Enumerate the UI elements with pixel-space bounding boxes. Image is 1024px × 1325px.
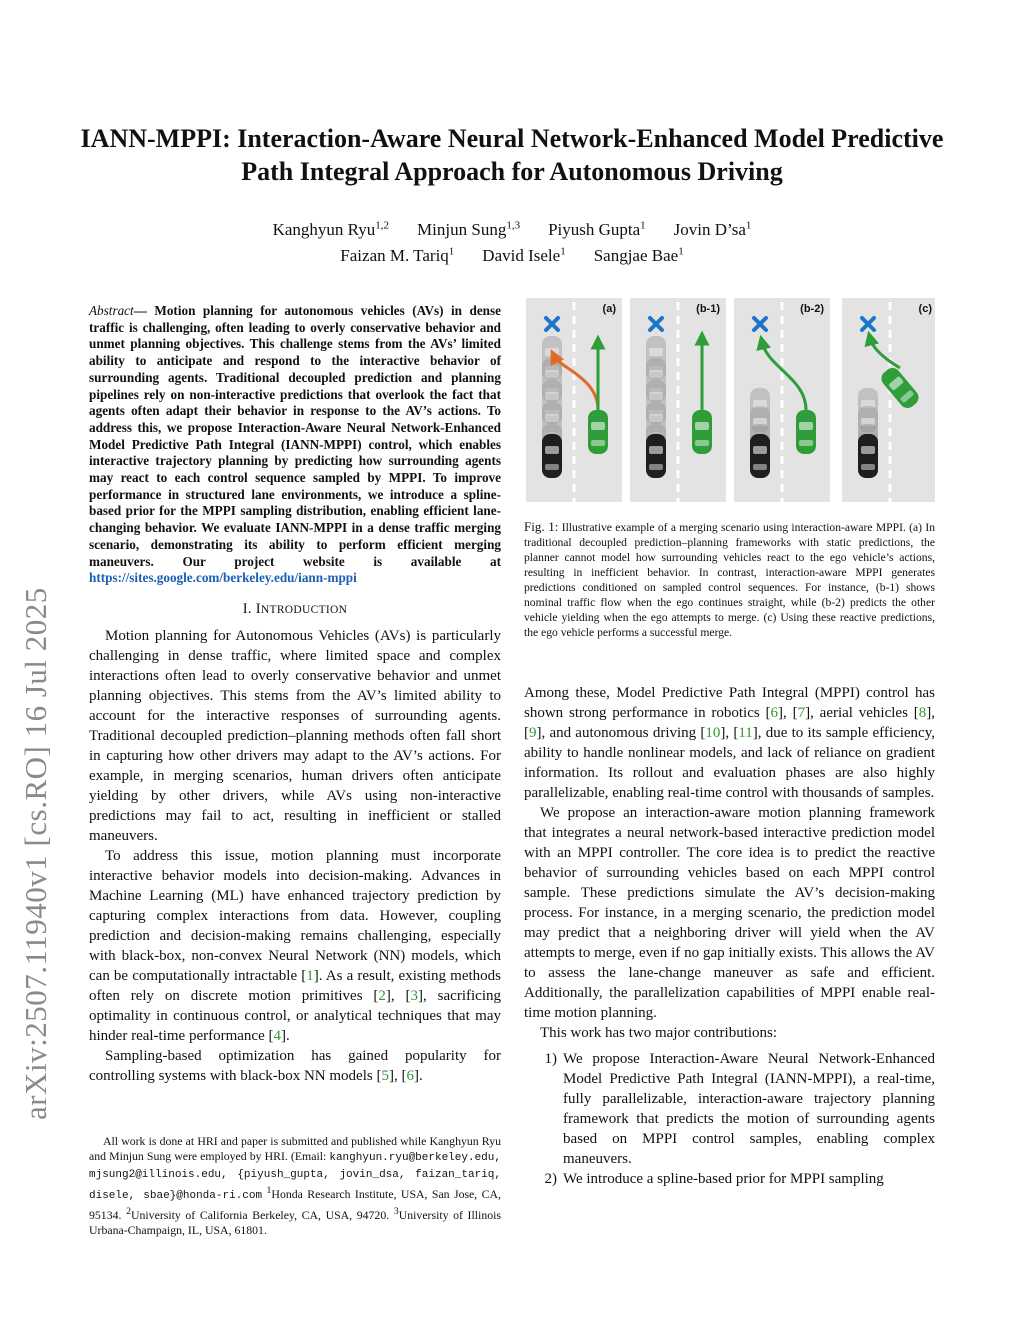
lane-dash	[677, 428, 680, 436]
abstract-text: — Motion planning for autonomous vehicles (AVs) in dense traffic is challenging, often leading to overly conservative behavior and unmet planning objectives. This challenge stems from the AVs’ limited ability to anticipate and respond to the interactive behavior of surrounding agents. Traditional decoupled prediction and planning pipelines rely on non-interactive predictions that overlook the fact that agents often adapt their behavior in response to the AV’s actions. To address this, we propose Interaction-Aware Neural Network-Enhanced Model Predictive Path Integral (IANN-MPPI) control, which enables interactive trajectory planning by predicting how surrounding agents may react to each control sequence sampled by MPPI. To improve performance in structured lane environments, we introduce a spline-based prior for the MPPI sampling distribution, enabling efficient lane-changing behavior. We evaluate IANN-MPPI in a dense traffic merging scenario, demonstrating its ability to perform efficient merging maneuvers. Our project website is available at	[89, 303, 501, 569]
lane-dash	[889, 302, 892, 310]
footnote-note: All work is done at HRI and paper is submitted and published while Kanghyun Ryu and Minjun Sung were employed by HRI. (Email:	[89, 1134, 501, 1163]
lane-dash	[781, 484, 784, 492]
ego-vehicle	[588, 410, 608, 454]
figure-label: Fig. 1:	[524, 519, 559, 534]
section-heading	[89, 601, 501, 618]
citation-link[interactable]: 6	[406, 1067, 414, 1084]
paragraph: This work has two major contributions:	[540, 1025, 778, 1041]
lane-dash	[889, 470, 892, 478]
other-vehicle	[542, 434, 562, 478]
author-affiliation: 1	[745, 219, 752, 231]
right-column-body	[524, 683, 935, 1043]
lane-dash	[573, 386, 576, 394]
lane-dash	[677, 372, 680, 380]
contribution-text: We propose Interaction-Aware Neural Network-Enhanced Model Predictive Path Integral (IANN-MPPI), a real-time, fully parallelizable, interaction-aware trajectory planning framework that predicts the motion of surrounding agents based on MPPI control samples, enabling complex maneuvers.	[563, 1051, 935, 1167]
contribution-number: 1)	[544, 1051, 557, 1067]
author-list	[150, 214, 874, 267]
lane-dash	[573, 400, 576, 408]
author-affiliation: 1	[640, 219, 646, 231]
lane-dash	[889, 498, 892, 502]
lane-dash	[573, 428, 576, 436]
affiliation-1: Honda Research Institute, USA, San Jose, CA, 95134.	[89, 1186, 501, 1222]
lane-dash	[677, 330, 680, 338]
panel-label: (a)	[602, 303, 616, 315]
lane-dash	[889, 316, 892, 324]
lane-dash	[781, 358, 784, 366]
contribution-number: 2)	[544, 1171, 557, 1187]
author-name: Faizan M. Tariq$^1$	[340, 245, 455, 266]
lane-dash	[781, 470, 784, 478]
paper-title: IANN-MPPI: Interaction-Aware Neural Network-Enhanced Model Predictive Path Integral Approach for Autonomous Driving	[80, 124, 944, 186]
lane-dash	[573, 470, 576, 478]
other-vehicle	[750, 434, 770, 478]
lane-dash	[677, 484, 680, 492]
lane-dash	[573, 344, 576, 352]
author-name: Sangjae Bae$^1$	[593, 245, 684, 266]
paragraph: Among these, Model Predictive Path Integral (MPPI) control has shown strong performance in robotics [6], [7], aerial vehicles [8], [9], and autonomous driving [10], [11], due to its sample efficiency, ability to handle nonlinear models, and lack of reliance on gradient information. Its rollout and evaluation phases are also highly parallelizable, enabling real-time control with thousands of samples.	[524, 685, 935, 801]
lane-dash	[573, 484, 576, 492]
footnote	[89, 1134, 501, 1238]
figure-1	[526, 298, 935, 502]
section-title: INTRODUCTION	[255, 600, 348, 617]
paragraph: We propose an interaction-aware motion planning framework that integrates a neural network-based interactive prediction model with an MPPI controller. The core idea is to predict the reactive behavior of surrounding vehicles based on each MPPI control sample. These predictions simulate the AV’s decision-making process. For instance, in a merging scenario, the prediction model may predict that a neighboring driver will yield when the AV attempts to merge, even if no gap initially exists. This allows the AV to assess the lane-change maneuver as safe and efficient. Additionally, the parallelization capabilities of MPPI enable real-time motion planning.	[524, 805, 935, 1021]
lane-dash	[781, 316, 784, 324]
citation-link[interactable]: 10	[705, 725, 721, 741]
citation-link[interactable]: 7	[797, 705, 806, 721]
panel-label: (c)	[918, 303, 932, 315]
contribution-text: We introduce a spline-based prior for MPPI sampling	[563, 1171, 884, 1187]
lane-dash	[781, 344, 784, 352]
ego-vehicle	[796, 410, 816, 454]
figure-caption-text: Illustrative example of a merging scenario using interaction-aware MPPI. (a) In traditional decoupled prediction–planning frameworks with static predictions, the planner cannot model how surrounding vehicles react to the ego vehicle’s actions, resulting in inefficient behavior. In contrast, interaction-aware MPPI generates predictions conditioned on sampled control sequences. For instance, (b-1) shows nominal traffic flow when the ego continues straight, while (b-2) predicts the other vehicle yielding when the ego attempts to merge. (c) Using these reactive predictions, the ego vehicle performs a successful merge.	[524, 521, 935, 639]
panel-label: (b-2)	[800, 303, 824, 315]
citation-link[interactable]: 11	[738, 725, 753, 741]
author-affiliation: 1,2	[375, 219, 390, 231]
lane-dash	[573, 442, 576, 450]
project-website-link[interactable]: https://sites.google.com/berkeley.edu/iann-mppi	[89, 570, 357, 586]
affiliation-mark: 3	[393, 1205, 399, 1217]
lane-dash	[573, 414, 576, 422]
author-name: Minjun Sung$^{1,3}$	[417, 219, 521, 239]
citation-link[interactable]: 6	[770, 705, 779, 721]
right-column	[524, 298, 935, 1189]
paragraph: Motion planning for Autonomous Vehicles (AVs) is particularly challenging in dense traffic, where limited space and complex interactions often lead to overly conservative behavior and unmet planning objectives. This stems from the AV’s limited ability to account for the interactive responses of surrounding agents. Traditional decoupled prediction–planning methods often fall short in capturing how other drivers may adapt to the AV’s actions. For example, in merging scenarios, human drivers often anticipate yielding by other drivers, while AVs using non-interactive predictions may fail to act, resulting in inefficient or stalled maneuvers.	[89, 627, 501, 844]
author-name: Piyush Gupta$^1$	[548, 219, 646, 239]
lane-dash	[781, 456, 784, 464]
author-affiliation: 1	[448, 245, 455, 258]
lane-dash	[677, 400, 680, 408]
footnote-emails: kanghyun.ryu@berkeley.edu, mjsung2@illinois.edu, {piyush_gupta, jovin_dsa, faizan_tariq, disele, sbae}@honda-ri.com	[89, 1152, 501, 1202]
introduction-body	[89, 626, 501, 1086]
lane-dash	[781, 372, 784, 380]
citation-link[interactable]: 9	[529, 725, 537, 741]
lane-dash	[889, 414, 892, 422]
lane-dash	[573, 358, 576, 366]
lane-dash	[677, 498, 680, 502]
lane-dash	[781, 386, 784, 394]
contribution-item	[524, 1049, 935, 1169]
lane-dash	[677, 386, 680, 394]
lane-dash	[781, 498, 784, 502]
lane-dash	[677, 470, 680, 478]
lane-dash	[781, 414, 784, 422]
lane-dash	[781, 428, 784, 436]
author-affiliation: 1	[678, 245, 684, 258]
author-affiliation: 1,3	[506, 219, 521, 231]
lane-dash	[889, 344, 892, 352]
lane-dash	[677, 302, 680, 310]
lane-dash	[889, 456, 892, 464]
arxiv-identifier: arXiv:2507.11940v1 [cs.RO] 16 Jul 2025	[18, 587, 53, 1120]
section-number: I.	[242, 600, 252, 617]
lane-dash	[573, 316, 576, 324]
citation-link[interactable]: 2	[378, 987, 386, 1004]
affiliation-mark: 1	[266, 1185, 272, 1196]
affiliation-2: University of California Berkeley, CA, USA, 94720.	[130, 1207, 390, 1222]
author-name: David Isele$^1$	[482, 245, 566, 266]
paragraph: To address this issue, motion planning must incorporate interactive behavior models into decision-making. Advances in Machine Learning (ML) have enhanced trajectory prediction by capturing complex interactions from data. However, coupling prediction and decision-making remains challenging, especially with black-box, non-convex Neural Network (NN) models, which can be computationally intractable [1]. As a result, existing methods often rely on discrete motion primitives [2], [3], sacrificing optimality in continuous control, or analytical techniques that may hinder real-time performance [4].	[89, 847, 501, 1044]
lane-dash	[573, 302, 576, 310]
contribution-list	[524, 1049, 935, 1189]
citation-link[interactable]: 3	[410, 987, 419, 1004]
figure-caption	[524, 519, 935, 640]
lane-dash	[677, 316, 680, 324]
lane-dash	[781, 302, 784, 310]
lane-dash	[889, 484, 892, 492]
lane-dash	[889, 442, 892, 450]
abstract-label: Abstract	[89, 303, 134, 318]
citation-link[interactable]: 1	[306, 967, 314, 984]
lane-dash	[573, 330, 576, 338]
lane-dash	[677, 442, 680, 450]
lane-dash	[781, 400, 784, 408]
lane-dash	[889, 330, 892, 338]
contribution-item	[524, 1169, 935, 1189]
citation-link[interactable]: 4	[273, 1027, 281, 1044]
lane-dash	[781, 330, 784, 338]
lane-dash	[889, 400, 892, 408]
author-affiliation: 1	[560, 245, 566, 258]
affiliation-mark: 2	[126, 1205, 131, 1217]
ego-vehicle	[692, 410, 712, 454]
author-name: Kanghyun Ryu$^{1,2}$	[272, 219, 390, 239]
left-column	[89, 303, 501, 1086]
abstract	[89, 303, 501, 587]
lane-dash	[781, 442, 784, 450]
other-vehicle	[858, 434, 878, 478]
other-vehicle	[646, 434, 666, 478]
lane-dash	[677, 414, 680, 422]
paragraph: Sampling-based optimization has gained popularity for controlling systems with black-box NN models [5], [6].	[89, 1047, 501, 1084]
affiliation-3: University of Illinois Urbana-Champaign, IL, USA, 61801.	[89, 1207, 501, 1237]
lane-dash	[677, 344, 680, 352]
citation-link[interactable]: 5	[381, 1067, 389, 1084]
panel-label: (b-1)	[696, 303, 720, 315]
lane-dash	[677, 358, 680, 366]
lane-dash	[573, 456, 576, 464]
author-name: Jovin $D’sa^1$	[673, 219, 752, 239]
lane-dash	[573, 498, 576, 502]
citation-link[interactable]: 8	[918, 705, 927, 721]
lane-dash	[677, 456, 680, 464]
lane-dash	[889, 428, 892, 436]
